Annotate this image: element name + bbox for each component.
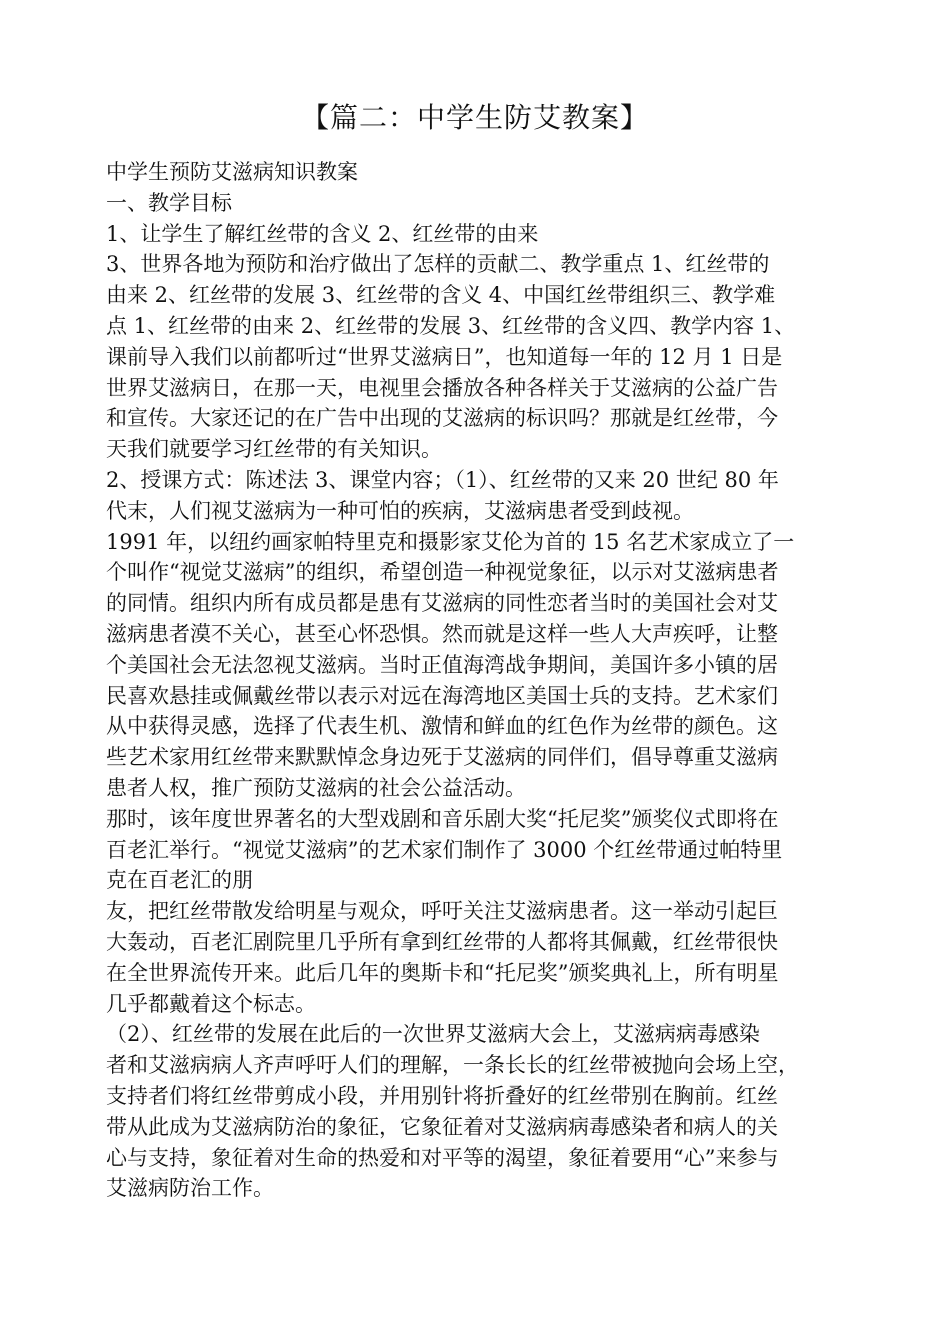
text-line: 些艺术家用红丝带来默默悼念身边死于艾滋病的同伴们，倡导尊重艾滋病 xyxy=(106,745,778,770)
document-title: 【篇二：中学生防艾教案】 xyxy=(300,101,649,134)
text-line: 滋病患者漠不关心，甚至心怀恐惧。然而就是这样一些人大声疾呼，让整 xyxy=(106,621,778,646)
text-line: 友，把红丝带散发给明星与观众，呼吁关注艾滋病患者。这一举动引起巨 xyxy=(106,899,778,924)
text-line: 艾滋病防治工作。 xyxy=(106,1176,274,1201)
text-line: 带从此成为艾滋病防治的象征，它象征着对艾滋病病毒感染者和病人的关 xyxy=(106,1114,778,1139)
text-line: 那时，该年度世界著名的大型戏剧和音乐剧大奖“托尼奖”颁奖仪式即将在 xyxy=(106,806,779,831)
text-line: 课前导入我们以前都听过“世界艾滋病日”，也知道每一年的 12 月 1 日是 xyxy=(106,344,783,369)
text-line: 点 1、红丝带的由来 2、红丝带的发展 3、红丝带的含义四、教学内容 1、 xyxy=(106,313,796,338)
text-line: 1991 年，以纽约画家帕特里克和摄影家艾伦为首的 15 名艺术家成立了一 xyxy=(106,529,795,554)
text-line: 天我们就要学习红丝带的有关知识。 xyxy=(106,437,442,462)
text-line: 个美国社会无法忽视艾滋病。当时正值海湾战争期间，美国许多小镇的居 xyxy=(106,652,778,677)
text-line: 中学生预防艾滋病知识教案 xyxy=(106,160,358,184)
text-line: 几乎都戴着这个标志。 xyxy=(106,991,316,1016)
text-line: 患者人权，推广预防艾滋病的社会公益活动。 xyxy=(106,775,526,800)
text-line: 世界艾滋病日，在那一天，电视里会播放各种各样关于艾滋病的公益广告 xyxy=(106,375,778,400)
text-line: 民喜欢悬挂或佩戴丝带以表示对远在海湾地区美国士兵的支持。艺术家们 xyxy=(106,683,778,708)
text-line: 由来 2、红丝带的发展 3、红丝带的含义 4、中国红丝带组织三、教学难 xyxy=(106,283,776,308)
text-line: 2、授课方式：陈述法 3、课堂内容；（1）、红丝带的又来 20 世纪 80 年 xyxy=(106,467,779,492)
text-line: 从中获得灵感，选择了代表生机、激情和鲜血的红色作为丝带的颜色。这 xyxy=(106,714,778,739)
text-line: 个叫作“视觉艾滋病”的组织，希望创造一种视觉象征，以示对艾滋病患者 xyxy=(106,560,779,585)
text-line: 百老汇举行。“视觉艾滋病”的艺术家们制作了 3000 个红丝带通过帕特里 xyxy=(106,837,783,862)
text-line: 支持者们将红丝带剪成小段，并用别针将折叠好的红丝带别在胸前。红丝 xyxy=(106,1083,778,1108)
text-line: 克在百老汇的朋 xyxy=(106,868,253,893)
text-line: 1、让学生了解红丝带的含义 2、红丝带的由来 xyxy=(106,221,539,246)
text-line: 3、世界各地为预防和治疗做出了怎样的贡献二、教学重点 1、红丝带的 xyxy=(106,252,770,277)
text-line: 大轰动，百老汇剧院里几乎所有拿到红丝带的人都将其佩戴，红丝带很快 xyxy=(106,929,778,954)
text-line: （2）、红丝带的发展在此后的一次世界艾滋病大会上，艾滋病病毒感染 xyxy=(106,1022,760,1047)
text-line: 心与支持，象征着对生命的热爱和对平等的渴望，象征着要用“心”来参与 xyxy=(106,1145,779,1170)
text-line: 的同情。组织内所有成员都是患有艾滋病的同性恋者当时的美国社会对艾 xyxy=(106,591,778,616)
text-line: 代末，人们视艾滋病为一种可怕的疾病，艾滋病患者受到歧视。 xyxy=(106,498,694,523)
text-line: 者和艾滋病病人齐声呼吁人们的理解，一条长长的红丝带被抛向会场上空， xyxy=(106,1053,799,1078)
text-line: 一、教学目标 xyxy=(106,190,232,215)
document-body xyxy=(106,157,866,1204)
text-line: 和宣传。大家还记的在广告中出现的艾滋病的标识吗？那就是红丝带，今 xyxy=(106,406,778,431)
text-line: 在全世界流传开来。此后几年的奥斯卡和“托尼奖”颁奖典礼上，所有明星 xyxy=(106,960,779,985)
